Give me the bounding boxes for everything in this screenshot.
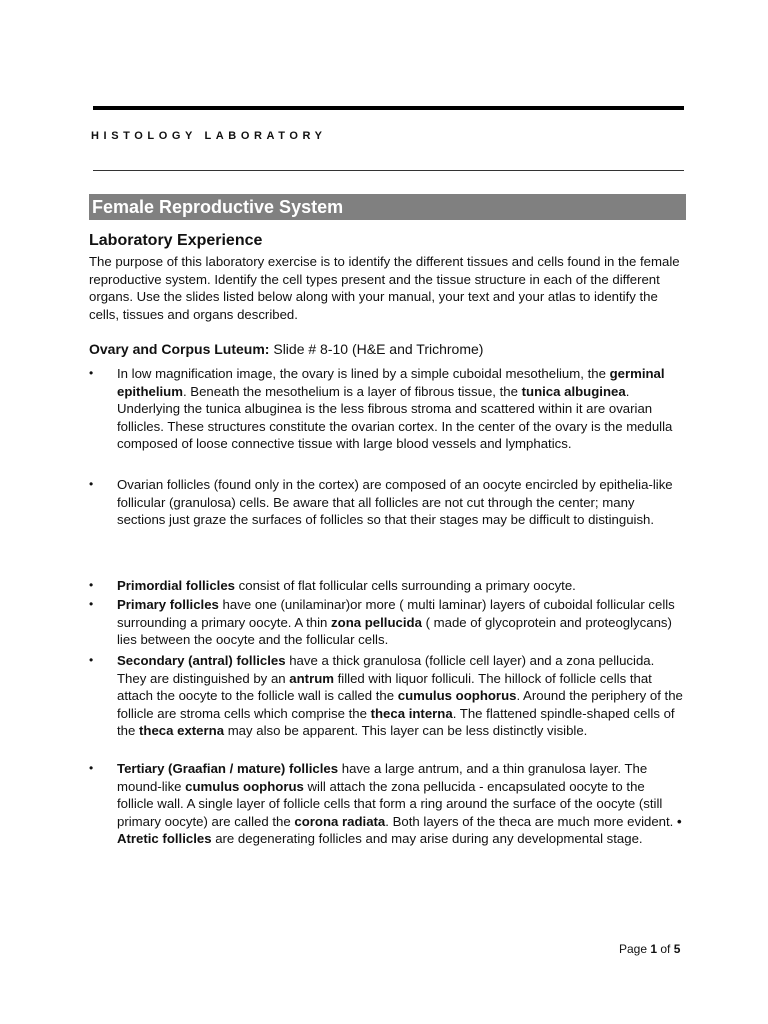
term-cumulus-oophorus: cumulus oophorus: [397, 688, 517, 704]
term-antrum: antrum: [289, 670, 334, 686]
bullet-marker: •: [89, 597, 94, 611]
bullet-marker: •: [89, 578, 94, 592]
list-item-text: Ovarian follicles (found only in the cortex) are composed of an oocyte encircled by epithelia-like follicular (granulosa) cells. Be aware that all follicles are not cut through the center; many sections just graze the surfaces of follicles so that their stages may be difficult to distinguish.: [117, 477, 673, 528]
term-primary-follicles: Primary follicles: [117, 597, 219, 612]
term-theca-externa: theca externa: [139, 723, 225, 739]
term-corona-radiata: corona radiata: [294, 813, 386, 829]
term-secondary-follicles: Secondary (antral) follicles: [117, 653, 286, 668]
lab-header: HISTOLOGY LABORATORY: [91, 130, 327, 142]
bullet-marker: •: [89, 366, 94, 380]
term-cumulus-oophorus: cumulus oophorus: [185, 778, 304, 794]
list-item-text: In low magnification image, the ovary is lined by a simple cuboidal mesothelium, the germinal epithelium. Beneath the mesothelium is a layer of fibrous tissue, the tunica albuginea. Underlying the tunica albuginea is the less fibrous stroma and scattered within it are ovarian follicles. These structures constitute the ovarian cortex. In the center of the ovary is the medulla composed of loose connective tissue with large blood vessels and lymphatics.: [117, 366, 673, 452]
list-item-text: Primordial follicles consist of flat follicular cells surrounding a primary oocyte.: [117, 578, 576, 593]
term-tertiary-follicles: Tertiary (Graafian / mature) follicles: [117, 761, 339, 776]
term-germinal-epithelium: germinal epithelium: [117, 366, 665, 399]
slide-line: [89, 341, 483, 357]
term-atretic-follicles: Atretic follicles: [117, 831, 212, 847]
bullet-marker: •: [89, 477, 94, 491]
slide-info: Slide # 8-10 (H&E and Trichrome): [269, 341, 484, 357]
list-item-text: Secondary (antral) follicles have a thick granulosa (follicle cell layer) and a zona pellucida. They are distinguished by an antrum filled with liquor folliculi. The hillock of follicle cells that attach the oocyte to the follicle wall is called the cumulus oophorus. Around the periphery of the follicle are stroma cells which comprise the theca interna. The flattened spindle-shaped cells of the theca externa may also be apparent. This layer can be less distinctly visible.: [117, 653, 683, 739]
lab-experience-heading: Laboratory Experience: [89, 232, 263, 249]
lab-experience-text: The purpose of this laboratory exercise is to identify the different tissues and cells found in the female reproductive system. Identify the cell types present and the tissue structure in each of the different organs. Use the slides listed below along with your manual, your text and your atlas to identify the cells, tissues and organs described.: [89, 254, 680, 322]
page-number: Page 1 of 5: [619, 942, 681, 956]
bullet-marker: •: [89, 761, 94, 775]
term-primordial-follicles: Primordial follicles: [117, 578, 235, 593]
current-page: 1: [650, 942, 658, 956]
term-tunica-albuginea: tunica albuginea: [521, 383, 626, 399]
term-theca-interna: theca interna: [370, 705, 453, 721]
list-item-text: Primary follicles have one (unilaminar)or more ( multi laminar) layers of cuboidal follicular cells surrounding a primary oocyte. A thin zona pellucida ( made of glycoprotein and proteoglycans) lies between the oocyte and the follicular cells.: [117, 597, 675, 648]
slide-heading: Ovary and Corpus Luteum:: [89, 341, 270, 357]
bullet-marker: •: [89, 653, 94, 667]
total-pages: 5: [673, 942, 681, 956]
list-item-text: Tertiary (Graafian / mature) follicles have a large antrum, and a thin granulosa layer. The mound-like cumulus oophorus will attach the zona pellucida - encapsulated oocyte to the follicle wall. A single layer of follicle cells that form a ring around the surface of the oocyte (still primary oocyte) are called the corona radiata. Both layers of the theca are much more evident. • Atretic follicles are degenerating follicles and may arise during any developmental stage.: [117, 761, 682, 847]
inline-bullet: •: [677, 813, 682, 829]
header-divider: [93, 170, 684, 171]
top-thick-rule: [93, 106, 684, 110]
term-zona-pellucida: zona pellucida: [331, 614, 422, 630]
section-title-bar: Female Reproductive System: [89, 194, 686, 220]
